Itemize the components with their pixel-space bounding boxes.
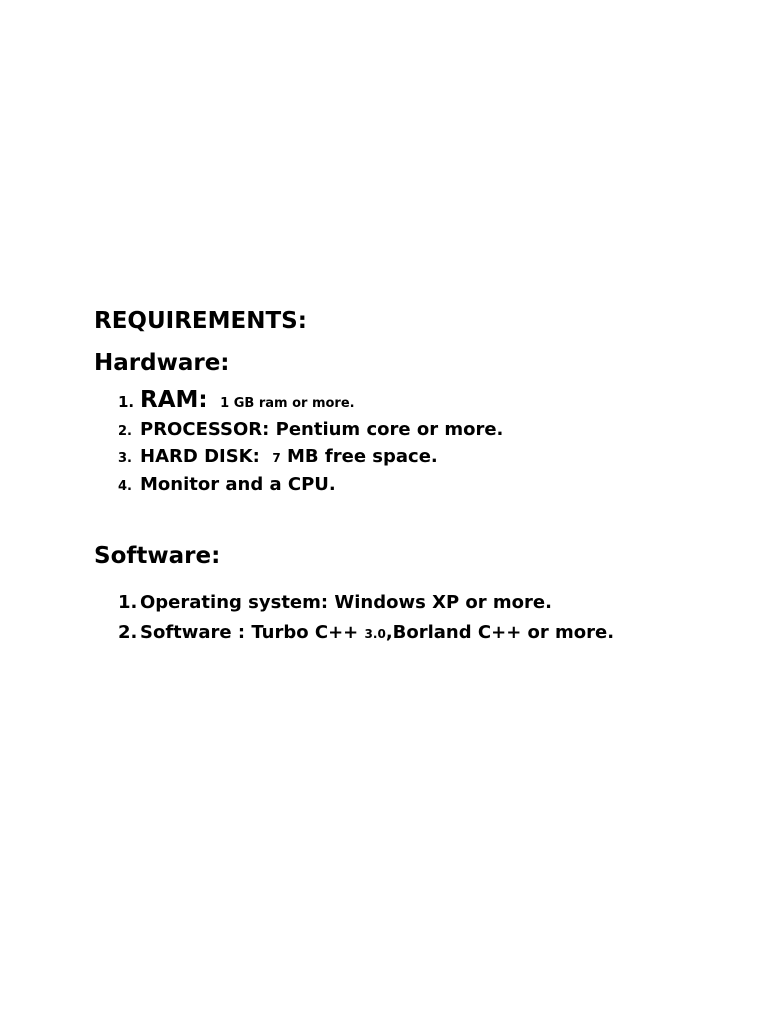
- list-number: 1.: [118, 592, 138, 613]
- software-label: Software :: [140, 622, 246, 643]
- list-item: [94, 444, 734, 472]
- list-item: [94, 388, 734, 417]
- software-value-borland: ,Borland C++ or more.: [385, 622, 615, 643]
- os-label: Operating system:: [140, 592, 329, 613]
- requirements-title: REQUIREMENTS:: [94, 308, 307, 334]
- software-heading: Software:: [94, 543, 221, 569]
- processor-value: Pentium core or more.: [275, 418, 504, 440]
- monitor-text: Monitor and a CPU.: [140, 473, 336, 495]
- list-number: 2.: [118, 423, 132, 439]
- ram-value: 1 GB ram or more.: [220, 396, 355, 411]
- list-item: [94, 618, 734, 649]
- software-value-turbo: Turbo C++: [251, 622, 359, 643]
- os-value: Windows XP or more.: [334, 592, 552, 613]
- ram-label: RAM:: [140, 387, 208, 413]
- hardware-heading: Hardware:: [94, 350, 230, 376]
- hardware-list: [94, 388, 734, 499]
- software-version: 3.0: [364, 627, 386, 641]
- list-number: 4.: [118, 478, 132, 494]
- list-number: 3.: [118, 451, 132, 466]
- list-item: [94, 417, 734, 445]
- list-number: 1.: [118, 393, 135, 411]
- list-item: [94, 472, 734, 500]
- software-list: [94, 588, 734, 649]
- processor-label: PROCESSOR:: [140, 418, 270, 440]
- document-page: [94, 306, 734, 649]
- hard-disk-value: MB free space.: [287, 446, 438, 467]
- list-item: [94, 588, 734, 618]
- hard-disk-size: 7: [272, 451, 281, 465]
- hard-disk-label: HARD DISK:: [140, 446, 260, 467]
- list-number: 2.: [118, 622, 138, 643]
